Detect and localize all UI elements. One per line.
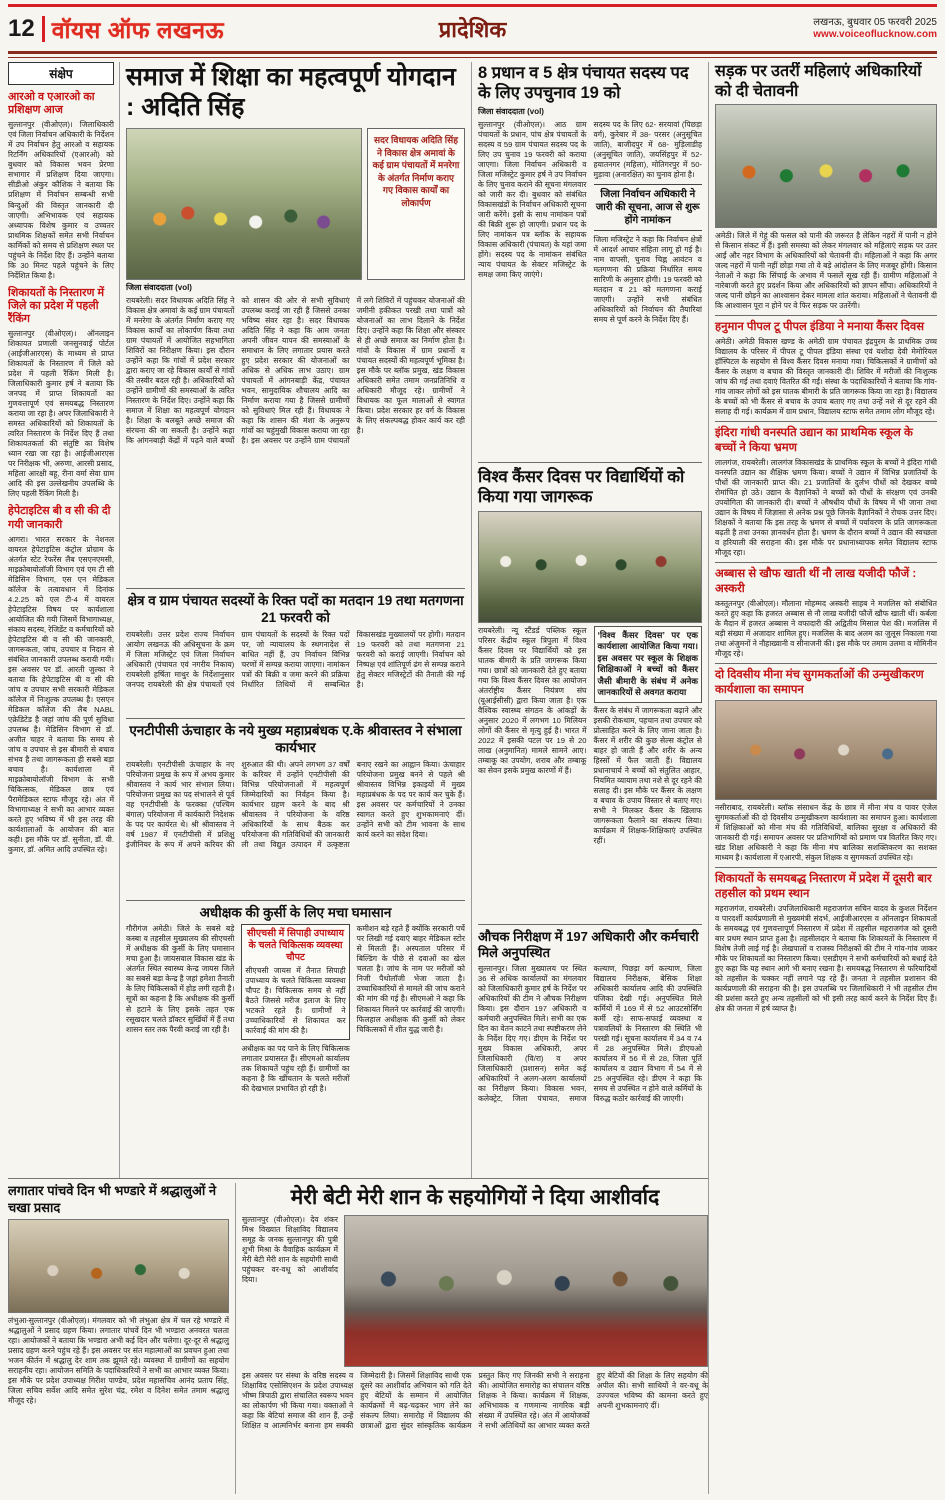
article-bypoll-19 bbox=[478, 63, 702, 458]
lead-article-body: रायबरेली। सदर विधायक अदिति सिंह ने विकास क्षेत्र अमावां के कई ग्राम पंचायतों में मनरेगा के अंतर्गत निर्माण कराए गए विकास कार्यों का लोकार्पण किया तथा ग्राम पंचायतों में आयोजित सहभागिता शिविरों का निरीक्षण किया। इस दौरान उन्होंने कहा कि गांवों में प्रदेश सरकार द्वारा कराए जा रहे विकास कार्यों से गांवों की तस्वीर बदल रही है। अधिकारियों को उन्होंने ग्रामीणों की समस्याओं के त्वरित निस्तारण के निर्देश दिए। उन्होंने कहा कि समाज में शिक्षा का महत्वपूर्ण योगदान है। शिक्षा के बलबूते अच्छे समाज की संरचना की जा सकती है। उन्होंने कहा कि आंगनबाड़ी केंद्रों में पढ़ने वाले बच्चों को शासन की ओर से सभी सुविधाएं उपलब्ध कराई जा रही हैं जिससे उनका भविष्य संवर रहा है। सदर विधायक अदिति सिंह ने कहा कि आम जनता अपनी जीवन यापन की समस्याओं के समाधान के लिए लगातार प्रयास करते हुए प्रदेश सरकार की योजनाओं का अधिक से अधिक लाभ उठाए। ग्राम पंचायतों में आंगनबाड़ी केंद्र, पंचायत भवन, सामुदायिक शौचालय आदि का निर्माण कराया गया है जिससे ग्रामीणों को सुविधाएं मिल रही हैं। विधायक ने कहा कि शासन की मंशा के अनुरूप गांवों का चहुंमुखी विकास कराया जा रहा है। इस अवसर पर उन्होंने ग्राम पंचायतों में लगे शिविरों में पहुंचकर योजनाओं की जमीनी हकीकत परखी तथा पात्रों को योजनाओं का लाभ दिलाने के निर्देश दिए। उन्होंने कहा कि शिक्षा और संस्कार से ही अच्छे समाज का निर्माण होता है। गांवों के विकास में ग्राम प्रधानों व पंचायत सदस्यों की महत्वपूर्ण भूमिका है। इस मौके पर ब्लॉक प्रमुख, खंड विकास अधिकारी समेत तमाम जनप्रतिनिधि व अधिकारी मौजूद रहे। ग्रामीणों ने विधायक का फूल मालाओं से स्वागत किया। प्रदेश सरकार हर वर्ग के विकास के लिए संकल्पबद्ध होकर कार्य कर रही है। bbox=[126, 296, 465, 446]
article-headline: इंदिरा गांधी वनस्पति उद्यान का प्राथमिक स्कूल के बच्चों ने किया भ्रमण bbox=[715, 427, 913, 455]
lead-highlight-box: सदर विधायक अदिति सिंह ने विकास क्षेत्र अमावां के कई ग्राम पंचायतों में मनरेगा के अंतर्गत निर्माण कराए गए विकास कार्यों का लोकार्पण bbox=[367, 128, 465, 280]
brief-item bbox=[8, 287, 114, 500]
article-women-protest bbox=[715, 62, 937, 311]
top-red-line bbox=[8, 4, 937, 7]
workshop-group-photo bbox=[715, 700, 937, 800]
article-headline: दो दिवसीय मीना मंच सुगमकर्ताओं की उन्मुखीकरण कार्यशाला का समापन bbox=[715, 669, 924, 697]
photo-caption: जिला संवाददाता (vol) bbox=[126, 283, 192, 292]
article-panchayat-bypoll-dates bbox=[126, 593, 465, 714]
ceremony-group-photo bbox=[344, 1215, 708, 1367]
brief-headline: आरओ व एआरओ का प्रशिक्षण आज bbox=[8, 91, 95, 117]
article-headline: एनटीपीसी ऊंचाहार के नये मुख्य महाप्रबंधक ए.के श्रीवास्तव ने संभाला कार्यभार bbox=[129, 722, 462, 755]
article-headline: विश्व कैंसर दिवस पर विद्यार्थियों को किया गया जागरूक bbox=[478, 468, 685, 507]
article-body-col2-text: कैंसर के संबंध में जागरूकता बढ़ाने और इसकी रोकथाम, पहचान तथा उपचार को प्रोत्साहित करने के लिए जाना जाता है। कैंसर में शरीर की कुछ सेल्स कंट्रोल से बाहर हो जाती हैं और शरीर के अन्य हिस्सों में फैल जाती हैं। विद्यालय प्रधानाचार्य ने बच्चों को संतुलित आहार, नियमित व्यायाम तथा नशे से दूर रहने की सलाह दी। इस मौके पर कैंसर के लक्षण व बचाव के उपाय विस्तार से बताए गए। सभी ने मिलकर कैंसर के खिलाफ जागरूकता फैलाने का संकल्प लिया। कार्यक्रम में शिक्षक-शिक्षिकाएं उपस्थित रहीं। bbox=[593, 706, 702, 846]
article-headline: औचक निरीक्षण में 197 अधिकारी और कर्मचारी मिले अनुपस्थित bbox=[478, 928, 699, 960]
meri-beti-article bbox=[236, 1183, 708, 1494]
article-body-columns bbox=[478, 120, 702, 458]
article-body-columns bbox=[478, 626, 702, 920]
article-headline: क्षेत्र व ग्राम पंचायत सदस्यों के रिक्त पदों का मतदान 19 तथा मतगणना 21 फरवरी को bbox=[127, 593, 464, 625]
article-divider bbox=[126, 718, 465, 719]
brief-body: सुल्तानपुर (वीओएल)। ऑनलाइन शिकायत प्रणाली जनसुनवाई पोर्टल (आईजीआरएस) के माध्यम से प्राप्त शिकायतों के निस्तारण में जिले को प्रदेश में पहली रैंकिंग मिली है। जिलाधिकारी कुमार हर्ष ने बताया कि जनपद में प्राप्त शिकायतों का गुणवत्तापूर्ण एवं समयबद्ध निस्तारण कराया जा रहा है। अपर जिलाधिकारी ने समस्त अधिकारियों को शिकायतों के त्वरित निस्तारण के निर्देश दिए हैं तथा शिकायतकर्ता की संतुष्टि का विशेष ध्यान रखा जा रहा है। आईजीआरएस पर निरीक्षक भी, अरुणा, आरसी प्रसाद, महिला आरक्षी बहू, रीना वर्मा सेवा ग्राम आदि की इस उल्लेखनीय उपलब्धि के लिए पहली रैंकिंग मिली है। bbox=[8, 329, 114, 499]
article-tehsil-first-rank bbox=[715, 872, 937, 1014]
article-body-columns bbox=[126, 924, 465, 1160]
article-divider bbox=[478, 462, 702, 463]
header-rule bbox=[8, 51, 937, 58]
bhandara-article bbox=[8, 1183, 236, 1494]
article-headline: हनुमान पीपल टू पीपल इंडिया ने मनाया कैंसर दिवस bbox=[715, 321, 925, 334]
article-botanical-garden-visit bbox=[715, 426, 937, 558]
article-lead-row bbox=[242, 1215, 708, 1367]
article-divider bbox=[126, 900, 465, 901]
article-body-col1: रायबरेली। न्यू स्टैंडर्ड पब्लिक स्कूल परिसर केंद्रीय स्कूल त्रिपुला में विश्व कैंसर दिवस पर विद्यार्थियों को इस घातक बीमारी के प्रति जागरूक किया गया। छात्रों को जानकारी देते हुए बताया गया कि विश्व कैंसर दिवस का आयोजन अंतर्राष्ट्रीय कैंसर नियंत्रण संघ (यूआईसीसी) द्वारा किया जाता है। एक वैश्विक स्वास्थ्य संगठन के आंकड़ों के अनुसार 2020 में लगभग 10 मिलियन लोगों की कैंसर से मृत्यु हुई है। भारत में 2022 में इसकी पटल पर 19 से 20 लाख (अनुमानित) मामले सामने आए। तम्बाकू का उपयोग, शराब और तम्बाकू का सेवन इसके प्रमुख कारणों में हैं। bbox=[478, 625, 587, 775]
article-body: सुल्तानपुर। जिला मुख्यालय पर स्थित 36 से अधिक कार्यालयों का मंगलवार को जिलाधिकारी कुमार हर्ष के निर्देश पर अधिकारियों की टीम ने औचक निरीक्षण किया। इस दौरान 197 अधिकारी व कर्मचारी अनुपस्थित मिले। सभी का एक दिन का वेतन काटने तथा स्पष्टीकरण लेने के निर्देश दिए गए। डीएम के निर्देश पर मुख्य विकास अधिकारी, अपर जिलाधिकारी (वि/रा) व अपर जिलाधिकारी (प्रशासन) समेत कई अधिकारियों ने अलग-अलग कार्यालयों का निरीक्षण किया। विकास भवन, कलेक्ट्रेट, जिला पंचायत, समाज कल्याण, पिछड़ा वर्ग कल्याण, जिला विद्यालय निरीक्षक, बेसिक शिक्षा अधिकारी कार्यालय आदि की उपस्थिति पंजिका देखी गई। अनुपस्थित मिले कर्मियों में 169 में से 52 आउटसोर्सिंग कर्मी रहे। साफ-सफाई व्यवस्था व पत्रावलियों के निस्तारण की स्थिति भी परखी गई। सूचना कार्यालय में 34 व 74 में 28 अनुपस्थित मिले। डीएचओ कार्यालय में 56 में से 28, जिला पूर्ति कार्यालय व उद्यान विभाग में 54 में से 25 अनुपस्थित रहे। डीएम ने कहा कि समय से उपस्थित न होने वाले कर्मियों के विरुद्ध कठोर कार्रवाई की जाएगी। bbox=[478, 964, 702, 1104]
article-lead-text: सुल्तानपुर (वीओएल)। देव शंकर मिश्र विख्यात शिक्षाविद विद्यालय समूह के जनक सुल्तानपुर की पुत्री शुभी मिश्रा के वैवाहिक कार्यक्रम में मेरी बेटी मेरी शान के सहयोगी साथी पहुंचकर वर-वधू को आशीर्वाद दिया। bbox=[242, 1215, 338, 1285]
brief-body: सुल्तानपुर (वीओएल)। जिलाधिकारी एवं जिला निर्वाचन अधिकारी के निर्देशन में उप निर्वाचन हेतु आरओ व सहायक रिटर्निंग अधिकारियों (एआरओ) को बुधवार को विकास भवन प्रेरणा सभागार में प्रशिक्षण दिया जाएगा। सीडीओ अंकुर कौशिक ने बताया कि प्रशिक्षण में निर्वाचन सम्बन्धी सभी बिन्दुओं की विस्तृत जानकारी दी जाएगी। अभिभावक एवं सहायक अध्यापक विशेष कुमार व उच्चतर प्राथमिक शिक्षकों समेत सभी निर्वाचन कार्मिकों को समय से प्रशिक्षण स्थल पर पहुंचने के निर्देश दिए हैं। उन्होंने बताया कि 30 मिनट पहले पहुंचने के लिए निर्देशित किया है। bbox=[8, 120, 114, 280]
lead-photo-row bbox=[126, 128, 465, 280]
header-right bbox=[813, 17, 937, 42]
article-abbas-majlis bbox=[715, 567, 937, 659]
masthead: वॉयस ऑफ लखनऊ bbox=[51, 17, 225, 43]
notice-inset: जिला निर्वाचन अधिकारी ने जारी की सूचना, आज से शुरू होंगे नामांकन bbox=[594, 184, 703, 231]
article-divider bbox=[478, 924, 702, 925]
article-body: अमेठी। जिले में गेहूं की फसल को पानी की जरूरत है लेकिन नहरों में पानी न होने से किसान संकट में हैं। इसी समस्या को लेकर मंगलवार को महिलाएं सड़क पर उतर आईं और नहर विभाग के अधिकारियों को चेतावनी दी। महिलाओं ने कहा कि अगर जल्द नहरों में पानी नहीं छोड़ा गया तो वे बड़े आंदोलन के लिए मजबूर होंगी। किसान नेताओं ने कहा कि सिंचाई के अभाव में फसलें सूख रही हैं। ग्रामीण महिलाओं ने नारेबाजी करते हुए प्रदर्शन किया और अधिकारियों को ज्ञापन सौंपा। अधिकारियों ने जल्द पानी छोड़ने का आश्वासन देकर मामला शांत कराया। महिलाओं ने चेतावनी दी कि आश्वासन पूरा न होने पर वे फिर सड़क पर उतरेंगी। bbox=[715, 231, 937, 311]
article-headline: शिकायतों के समयबद्ध निस्तारण में प्रदेश में दूसरी बार तहसील को प्रथम स्थान bbox=[715, 873, 932, 901]
article-body-col2 bbox=[241, 924, 349, 1160]
article-headline: अधीक्षक की कुर्सी के लिए मचा घमासान bbox=[199, 904, 392, 920]
page-header bbox=[8, 9, 937, 49]
article-divider bbox=[715, 315, 937, 316]
students-group-photo bbox=[478, 511, 702, 623]
section-title: प्रादेशिक bbox=[438, 17, 507, 42]
masthead-divider bbox=[42, 16, 45, 42]
article-headline: 8 प्रधान व 5 क्षेत्र पंचायत सदस्य पद के लिए उपचुनाव 19 को bbox=[478, 64, 689, 103]
article-body: कस्तूतनपुर (वीओएल)। मौलाना मोहम्मद अस्करी साहब ने मजलिस को संबोधित करते हुए कहा कि हजरत अब्बास से नौ लाख यजीदी फौजें खौफ खाती थीं। कर्बला के मैदान में हजरत अब्बास ने वफादारी की अद्वितीय मिसाल पेश की। मजलिस में बड़ी संख्या में अजादार शामिल हुए। मजलिस के बाद अलम का जुलूस निकाला गया तथा अंजुमनों ने नौहाख्वानी व सीनाजनी की। इस मौके पर तमाम उलमा व मोमिनीन मौजूद रहे। bbox=[715, 599, 937, 659]
article-cancer-day-camp bbox=[715, 320, 937, 417]
page-content bbox=[8, 62, 937, 1494]
article-superintendent-chair bbox=[126, 905, 465, 1161]
article-surprise-inspection bbox=[478, 929, 702, 1115]
bhandara-photo bbox=[8, 1219, 229, 1313]
chc-inset-box bbox=[241, 924, 349, 1040]
article-meena-manch-workshop bbox=[715, 668, 937, 863]
article-body-col1: सुल्तानपुर (वीओएल)। आठ ग्राम पंचायतों के प्रधान, पांच क्षेत्र पंचायतों के सदस्य व 59 ग्राम पंचायत सदस्य पद के लिए उप चुनाव 19 फरवरी को कराया जाएगा। जिला निर्वाचन अधिकारी व जिला मजिस्ट्रेट कुमार हर्ष ने उप निर्वाचन के लिए चुनाव कराने की सूचना मंगलवार को जारी कर दी। बुधवार को संबंधित विकासखंडों के निर्वाचन अधिकारी सूचना जारी करेंगे। इसी के साथ नामांकन पत्रों की बिक्री शुरू हो जाएगी। प्रधान पद के लिए नामांकन पत्र ब्लॉक के सहायक विकास अधिकारी (पंचायत) के यहां जमा होंगे। सदस्य पद के नामांकन संबंधित न्याय पंचायत के सेक्टर मजिस्ट्रेट के समक्ष जमा किए जाएंगे। bbox=[478, 120, 587, 280]
right-column bbox=[708, 62, 937, 1494]
lead-story-column bbox=[120, 62, 472, 1178]
article-body-col2 bbox=[594, 626, 703, 920]
centre-column bbox=[472, 62, 708, 1178]
brief-body: आगरा। भारत सरकार के नेशनल वायरल हेपेटाइटिस कंट्रोल प्रोग्राम के अंतर्गत स्टेट रेफरेंस लैब एसएनएमसी, माइक्रोबायोलॉजी विभाग एवं एम टी सी मेडिसिन विभाग, एस एन मेडिकल कॉलेज के तत्वावधान में दिनांक 4.2.25 को एल टी-4 में वायरल हेपेटाइटिस विषय पर कार्यशाला आयोजित की गयी जिसमें विभागाध्यक्ष, संकाय सदस्य, रेजिडेंट व कर्मचारियों को हेपेटाइटिस बी व सी की जानकारी, जागरूकता, जांच, उपचार व निदान से संबंधित जानकारी उपलब्ध करायी गयी। इस अवसर पर डॉ. आरती जुल्का ने बताया कि हेपेटाइटिस बी व सी की जांच व उपचार सभी सरकारी मेडिकल कॉलेज में निःशुल्क उपलब्ध है। एसएन मेडिकल कॉलेज की लैब NABL एक्रेडिटेड है जहां जांच की पूर्ण सुविधा उपलब्ध है। मेडिसिन विभाग से डॉ. अजीत चाहर ने बताया कि समय से जांच व उपचार से इस बीमारी से बचाव संभव है तथा जागरूकता ही सबसे बड़ा बचाव है। कार्यशाला में माइक्रोबायोलॉजी विभाग के सभी चिकित्सक, मेडिकल छात्र एवं पैरामेडिकल स्टाफ मौजूद रहे। अंत में विभागाध्यक्ष ने सभी का आभार व्यक्त करते हुए भविष्य में भी इस तरह की कार्यशालाओं के आयोजन की बात कही। इस मौके पर डॉ. सुनीता, डॉ. वी. कुमार, डॉ. अमित आदि उपस्थित रहे। bbox=[8, 534, 114, 855]
article-body: अमेठी। अमेठी विकास खण्ड के अमेठी ग्राम पंचायत इंद्रपुरम के प्राथमिक उच्च विद्यालय के परिसर में पीपल टू पीपल इंडिया संस्था एवं यशोदा देवी मेमोरियल हॉस्पिटल के सहयोग से विश्व कैंसर दिवस मनाया गया। चिकित्सकों ने ग्रामीणों को कैंसर के लक्षण व बचाव की विस्तृत जानकारी दी। शिविर में मरीजों की निःशुल्क जांच की गई तथा दवाएं वितरित की गईं। संस्था के पदाधिकारियों ने बताया कि गांव-गांव जाकर लोगों को इस घातक बीमारी के प्रति जागरूक किया जा रहा है। विद्यालय के बच्चों को भी कैंसर से बचाव के उपाय बताए गए तथा उन्हें नशे से दूर रहने की सलाह दी गई। कार्यक्रम में ग्राम प्रधान, विद्यालय स्टाफ समेत तमाम लोग मौजूद रहे। bbox=[715, 337, 937, 417]
article-body: नसीराबाद, रायबरेली। ब्लॉक संसाधन केंद्र के छात्र में मीना मंच व पावर एंजेल सुगमकर्ताओं की दो दिवसीय उन्मुखीकरण कार्यशाला का समापन हुआ। कार्यशाला में शिक्षिकाओं को मीना मंच की गतिविधियों, बालिका सुरक्षा व अधिकारों की जानकारी दी गई। समापन अवसर पर प्रतिभागियों को प्रमाण पत्र वितरित किए गए। खंड शिक्षा अधिकारी ने कहा कि मीना मंच बालिका सशक्तिकरण का सशक्त माध्यम है। कार्यशाला में एआरपी, संकुल शिक्षक व सुगमकर्ता उपस्थित रहे। bbox=[715, 803, 937, 863]
page-number: 12 bbox=[8, 15, 35, 42]
inset-body: सीएचसी जायस में तैनात सिपाही उपाध्याय के चलते चिकित्सा व्यवस्था चौपट है। चिकित्सक समय से नहीं बैठते जिससे मरीज इलाज के लिए भटकते रहते हैं। ग्रामीणों ने उच्चाधिकारियों से शिकायत कर कार्रवाई की मांग की है। bbox=[245, 966, 346, 1036]
article-divider bbox=[715, 421, 937, 422]
inauguration-photo bbox=[126, 128, 362, 280]
byline: जिला संवाददाता (vol) bbox=[478, 107, 544, 117]
article-body-col2 bbox=[594, 120, 703, 458]
article-body-col2-text: अधीक्षक का पद पाने के लिए चिकित्सक लगातार प्रयासरत हैं। सीएमओ कार्यालय तक शिकायतें पहुंच रही हैं। ग्रामीणों का कहना है कि खींचतान के चलते मरीजों की देखभाल प्रभावित हो रही है। bbox=[241, 1044, 350, 1094]
article-cancer-awareness-students bbox=[478, 467, 702, 919]
article-headline: मेरी बेटी मेरी शान के सहयोगियों ने दिया आशीर्वाद bbox=[290, 1186, 660, 1209]
left-content-wrap bbox=[8, 62, 708, 1494]
article-body: महराजगंज, रायबरेली। उपजिलाधिकारी महराजगंज सचिन यादव के कुशल निर्देशन व पारदर्शी कार्यप्रणाली से मुख्यमंत्री संदर्भ, आईजीआरएस व ऑनलाइन शिकायतों के समयबद्ध एवं गुणवत्तापूर्ण निस्तारण में प्रदेश में तहसील महराजगंज को दूसरी बार प्रथम स्थान प्राप्त हुआ है। तहसीलदार ने बताया कि शिकायतों के निस्तारण में विशेष तेजी लाई गई है। लेखपालों व राजस्व निरीक्षकों की टीम ने गांव-गांव जाकर मौके पर शिकायतों का निस्तारण किया। एसडीएम ने सभी कर्मचारियों को बधाई देते हुए कहा कि यह स्थान आगे भी बनाए रखना है। समयबद्ध निस्तारण से फरियादियों को तहसील के चक्कर नहीं लगाने पड़ रहे हैं। जनता ने तहसील प्रशासन की कार्यप्रणाली की सराहना की है। इस उपलब्धि पर जिलाधिकारी ने भी तहसील टीम की प्रशंसा करते हुए अन्य तहसीलों को भी इसी तरह कार्य करने के निर्देश दिए हैं। क्षेत्र की जनता में हर्ष व्याप्त है। bbox=[715, 904, 937, 1014]
protest-photo bbox=[715, 104, 937, 228]
article-education-aditi-singh bbox=[126, 63, 465, 584]
article-body: लालगंज, रायबरेली। लालगंज विकासखंड के प्राथमिक स्कूल के बच्चों ने इंदिरा गांधी वनस्पति उद्यान का शैक्षिक भ्रमण किया। बच्चों ने उद्यान में विभिन्न प्रजातियों के पौधों की जानकारी प्राप्त की। 21 प्रजातियों के दुर्लभ पौधों को देखकर बच्चे रोमांचित हो उठे। उद्यान के वैज्ञानिकों ने बच्चों को पौधों के संरक्षण एवं उनकी उपयोगिता की जानकारी दी। बच्चों ने औषधीय पौधों के विषय में भी जाना तथा उद्यान के विषय में जिज्ञासा से अनेक प्रश्न पूछे जिनके वैज्ञानिकों ने रोचक उत्तर दिए। शिक्षकों ने बताया कि इस तरह के भ्रमण से बच्चों में पर्यावरण के प्रति जागरूकता बढ़ती है तथा उनका ज्ञानवर्धन होता है। भ्रमण के दौरान बच्चों ने उद्यान की स्वच्छता व हरियाली की सराहना की। इस मौके पर प्रधानाध्यापक समेत विद्यालय स्टाफ मौजूद रहा। bbox=[715, 458, 937, 558]
briefs-column bbox=[8, 62, 120, 1178]
lead-headline: समाज में शिक्षा का महत्वपूर्ण योगदान : अदिति सिंह bbox=[126, 63, 456, 121]
workshop-quote-box: ‘विश्व कैंसर दिवस’ पर एक कार्यशाला आयोजित किया गया। इस अवसर पर स्कूल के शिक्षक शिक्षिकाओं ने बच्चों को कैंसर जैसी बीमारी के संबंध में अनेक जानकारियों से अवगत कराया bbox=[594, 626, 703, 704]
article-headline: लगातार पांचवे दिन भी भण्डारे में श्रद्धालुओं ने चखा प्रसाद bbox=[8, 1183, 217, 1215]
brief-item bbox=[8, 505, 114, 855]
website-url: www.voiceoflucknow.com bbox=[813, 29, 937, 40]
article-body-col2-top: सदस्य पद के लिए 62- सरयावां (पिछड़ा वर्ग), कुरेबार में 38- परसर (अनुसूचित जाति), बाजीदपुर में 68- मुड़िलाडीह (अनुसूचित जाति), जयसिंहपुर में 52- हयातनगर (महिला), मोतिगरपुर में 50- मुड़ावा (अनारक्षित) का चुनाव होना है। bbox=[593, 120, 702, 180]
brief-headline: हेपेटाइटिस बी व सी की दी गयी जानकारी bbox=[8, 505, 111, 531]
main-columns-row bbox=[8, 62, 708, 1178]
article-divider bbox=[715, 663, 937, 664]
article-body-col1: गौरीगंज अमेठी। जिले के सबसे बड़े कस्बा व तहसील मुख्यालय की सीएचसी में अधीक्षक की कुर्सी के लिए घमासान मचा हुआ है। जायसवाल विकास खंड के अंतर्गत स्थित स्वास्थ्य केन्द्र जायस जिले का सबसे बड़ा केन्द्र है जहां हमेशा तैनाती के लिए चिकित्सकों में होड़ लगी रहती है। सूत्रों का कहना है कि अधीक्षक की कुर्सी से हटाने के लिए इसके तहत एक रसूखदार चलते डॉक्टर सुर्खियों में हैं तथा शासन स्तर तक पैरवी कराई जा रही है। bbox=[126, 924, 235, 1034]
dateline: लखनऊ, बुधवार 05 फरवरी 2025 bbox=[813, 16, 937, 28]
article-headline: अब्बास से खौफ खाती थीं नौ लाख यजीदी फौजें : अस्करी bbox=[715, 568, 917, 596]
article-divider bbox=[126, 588, 465, 589]
briefs-header: संक्षेप bbox=[8, 62, 114, 85]
article-body: रायबरेली। एनटीपीसी ऊंचाहार के नए परियोजना प्रमुख के रूप में अभय कुमार श्रीवास्तव ने कार्य भार संभाल लिया। परियोजना प्रमुख का पद संभालने से पूर्व वह एनटीपीसी के फरक्का (पश्चिम बंगाल) परियोजना में कार्यकारी निदेशक के पद पर कार्यरत थे। श्री श्रीवास्तव ने वर्ष 1987 में एनटीपीसी में प्रशिक्षु इंजीनियर के रूप में अपने करियर की शुरुआत की थी। अपने लगभग 37 वर्षों के करियर में उन्होंने एनटीपीसी की विभिन्न परियोजनाओं में महत्वपूर्ण जिम्मेदारियों का निर्वहन किया है। कार्यभार ग्रहण करने के बाद श्री श्रीवास्तव ने परियोजना के वरिष्ठ अधिकारियों के साथ बैठक कर परियोजना की गतिविधियों की जानकारी ली तथा विद्युत उत्पादन में उत्कृष्टता बनाए रखने का आह्वान किया। ऊंचाहार परियोजना प्रमुख बनने से पहले श्री श्रीवास्तव विभिन्न इकाइयों में मुख्य महाप्रबंधक के पद पर कार्य कर चुके हैं। इस अवसर पर कर्मचारियों ने उनका स्वागत करते हुए शुभकामनाएं दीं। उन्होंने सभी को टीम भावना के साथ कार्य करने का संदेश दिया। bbox=[126, 759, 465, 849]
article-headline: सड़क पर उतरीं महिलाएं अधिकारियों को दी चेतावनी bbox=[715, 63, 922, 100]
inset-headline: सीएचसी में सिपाही उपाध्याय के चलते चिकित्सक व्यवस्था चौपट bbox=[246, 928, 344, 964]
bottom-band bbox=[8, 1178, 708, 1494]
article-body: रायबरेली। उत्तर प्रदेश राज्य निर्वाचन आयोग लखनऊ की अधिसूचना के क्रम में जिला मजिस्ट्रेट एवं जिला निर्वाचन अधिकारी (पंचायत एवं नगरीय निकाय) रायबरेली हर्षिता माथुर के निर्देशानुसार जनपद रायबरेली की क्षेत्र पंचायतों एवं ग्राम पंचायतों के सदस्यों के रिक्त पदों पर, जो न्यायालय के स्थगनादेश से बाधित नहीं हैं, उप निर्वाचन विभिन्न चरणों में सम्पन्न कराया जाएगा। नामांकन पत्रों की बिक्री व जमा करने की प्रक्रिया निर्धारित तिथियों में सम्बन्धित विकासखंड मुख्यालयों पर होगी। मतदान 19 फरवरी को तथा मतगणना 21 फरवरी को कराई जाएगी। निर्वाचन को निष्पक्ष एवं शांतिपूर्ण ढंग से सम्पन्न कराने हेतु सेक्टर मजिस्ट्रेटों की तैनाती की गई है। bbox=[126, 629, 465, 689]
article-ntpc-gm bbox=[126, 723, 465, 896]
article-body: इस अवसर पर संस्था के वरिष्ठ सदस्य व शिक्षाविद एसोसिएशन के प्रदेश उपाध्यक्ष भीष्म त्रिपाठी द्वारा संचालित स्वरूप भवन का लोकार्पण भी किया गया। वक्ताओं ने कहा कि बेटियां समाज की शान हैं, उन्हें शिक्षित व आत्मनिर्भर बनाना हम सबकी जिम्मेदारी है। जिसमें शिक्षाविद साथी एक दूसरे का आशीर्वाद अभियान को गति देते हुए बेटियों के सम्मान में आयोजित कार्यक्रमों में बढ़-चढ़कर भाग लेने का संकल्प लिया। समारोह में विद्यालय की छात्राओं द्वारा सुंदर सांस्कृतिक कार्यक्रम प्रस्तुत किए गए जिनकी सभी ने सराहना की। आयोजित समारोह का संचालन वरिष्ठ शिक्षक ने किया। कार्यक्रम में शिक्षक, अभिभावक व गणमान्य नागरिक बड़ी संख्या में उपस्थित रहे। अंत में आयोजकों ने सभी अतिथियों का आभार व्यक्त करते हुए बेटियों की शिक्षा के लिए सहयोग की अपील की। सभी साथियों ने वर-वधू के उज्ज्वल भविष्य की कामना करते हुए अपनी शुभकामनाएं दीं। bbox=[242, 1371, 708, 1431]
article-body: लंभुआ-सुल्तानपुर (वीओएल)। मंगलवार को भी लंभुआ क्षेत्र में चल रहे भण्डारे में श्रद्धालुओं ने प्रसाद ग्रहण किया। लगातार पांचवें दिन भी भण्डारा अनवरत चलता रहा। आयोजकों ने बताया कि भण्डारा अभी कई दिन और चलेगा। दूर-दूर से श्रद्धालु प्रसाद ग्रहण करने पहुंच रहे हैं। इस अवसर पर संत महात्माओं का प्रवचन हुआ तथा भजन कीर्तन में श्रद्धालु देर शाम तक झूमते रहे। व्यवस्था में ग्रामीणों का सहयोग सराहनीय रहा। आयोजन समिति के पदाधिकारियों ने सभी का आभार व्यक्त किया। इस मौके पर प्रदेश उपाध्यक्ष गिरीश पाण्डेय, प्रदेश महासचिव आनंद प्रताप सिंह, जिला सचिव सर्वेश आदि समेत सुरेश चंद्र, रमेश व दिनेश समेत तमाम श्रद्धालु मौजूद रहे। bbox=[8, 1316, 229, 1406]
article-body-col3: कमीशन बड़े रहते हैं क्योंकि सरकारी पर्चे पर लिखी गई दवाएं बाहर मेडिकल स्टोर से मिलती हैं। अस्पताल परिसर में बिल्डिंग के पीछे से दवाओं का खेल चलता है। जांच के नाम पर मरीजों को निजी पैथोलॉजी भेजा जाता है। उच्चाधिकारियों से मामले की जांच कराने की मांग की गई है। सीएमओ ने कहा कि शिकायत मिलने पर कार्रवाई की जाएगी। फिलहाल अधीक्षक की कुर्सी को लेकर चिकित्सकों में शीत युद्ध जारी है। bbox=[356, 924, 465, 1034]
article-divider bbox=[715, 562, 937, 563]
article-body-col2-bottom: जिला मजिस्ट्रेट ने कहा कि निर्वाचन क्षेत्रों में आदर्श आचार संहिता लागू हो गई है। नाम वापसी, चुनाव चिह्न आवंटन व मतगणना की प्रक्रिया निर्धारित समय सारिणी के अनुसार होगी। 19 फरवरी को मतदान व 21 को मतगणना कराई जाएगी। उन्होंने सभी संबंधित अधिकारियों को निर्वाचन की तैयारियां समय से पूर्ण करने के निर्देश दिए हैं। bbox=[593, 235, 702, 325]
brief-headline: शिकायतों के निस्तारण में जिले का प्रदेश में पहली रैंकिंग bbox=[8, 286, 105, 325]
brief-item bbox=[8, 91, 114, 281]
article-divider bbox=[715, 867, 937, 868]
